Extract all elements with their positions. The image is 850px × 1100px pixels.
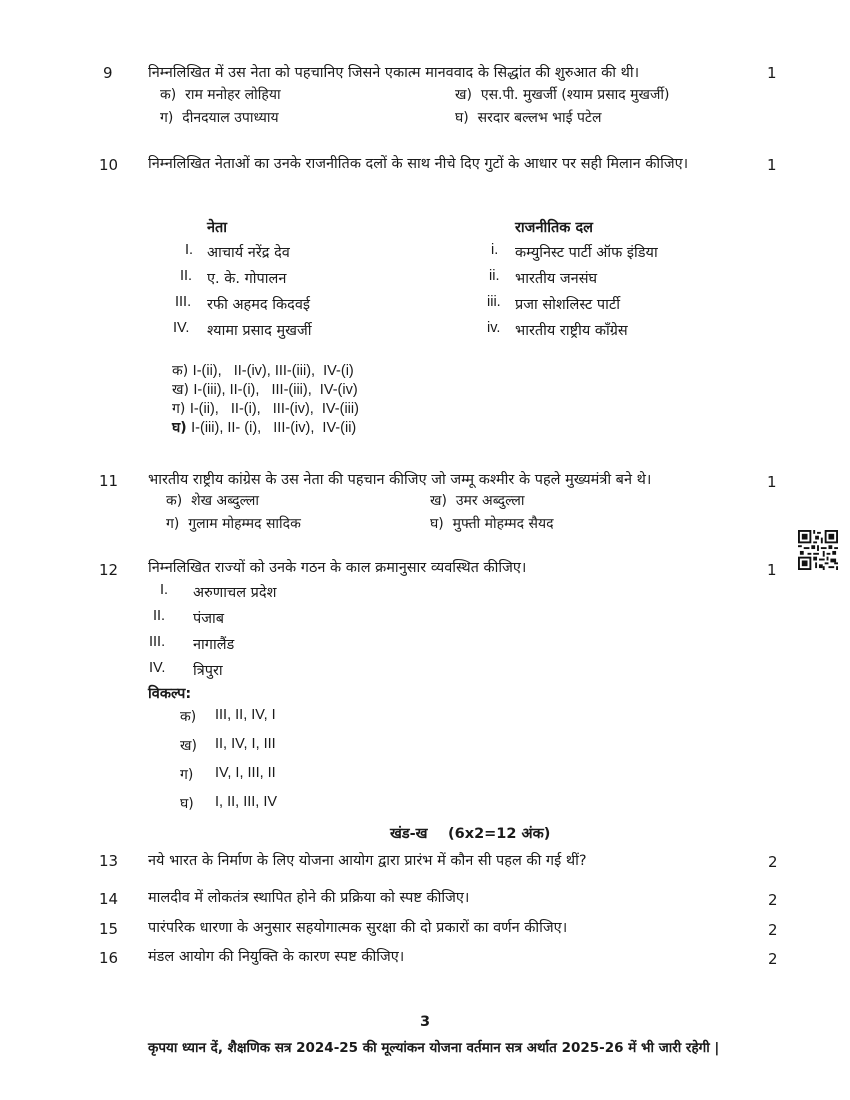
q10-marks: 1 — [767, 156, 777, 174]
q12-option-text-d: I, II, III, IV — [215, 794, 278, 810]
section-marks: (6x2=12 अंक) — [448, 826, 551, 842]
option-label: घ) — [455, 110, 469, 126]
leader-num: II. — [180, 268, 193, 284]
q11-option-c — [166, 514, 301, 533]
option-text: दीनदयाल उपाध्याय — [182, 110, 279, 126]
q9-text: निम्नलिखित में उस नेता को पहचानिए जिसने एकात्म मानववाद के सिद्धांत की शुरुआत की थी। — [148, 65, 640, 81]
state-name: अरुणाचल प्रदेश — [193, 585, 277, 601]
q9-option-d — [455, 108, 601, 127]
leader-name: आचार्य नरेंद्र देव — [207, 245, 290, 261]
option-label: ख) — [455, 87, 472, 103]
state-name: त्रिपुरा — [193, 663, 223, 679]
q10-option-a — [172, 361, 354, 380]
party-num: iv. — [487, 320, 501, 336]
q10-option-d — [172, 418, 356, 437]
option-label: ग) — [172, 401, 186, 417]
q15-marks: 2 — [768, 921, 778, 939]
party-name: प्रजा सोशलिस्ट पार्टी — [515, 297, 620, 313]
q14-marks: 2 — [768, 891, 778, 909]
choices-label: विकल्प: — [148, 686, 192, 702]
q12-marks: 1 — [767, 561, 777, 579]
q12-option-text-c: IV, I, III, II — [215, 765, 276, 781]
section-title: खंड-ख — [390, 826, 428, 842]
option-text: शेख अब्दुल्ला — [191, 493, 260, 509]
q9-option-c — [160, 108, 279, 127]
leader-name: श्यामा प्रसाद मुखर्जी — [207, 323, 312, 339]
q9-marks: 1 — [767, 64, 777, 82]
q9-option-b — [455, 85, 669, 104]
state-num: I. — [160, 582, 169, 598]
q12-number: 12 — [99, 561, 119, 579]
q10-option-c — [172, 399, 359, 418]
qr-code-icon — [798, 530, 838, 570]
q11-text: भारतीय राष्ट्रीय कांग्रेस के उस नेता की पहचान कीजिए जो जम्मू कश्मीर के पहले मुख्यमंत्री बने थे। — [148, 472, 652, 488]
leader-num: I. — [185, 242, 194, 258]
q11-option-d — [430, 514, 554, 533]
option-label: घ) — [430, 516, 444, 532]
q13-text: नये भारत के निर्माण के लिए योजना आयोग द्वारा प्रारंभ में कौन सी पहल की गई थीं? — [148, 853, 587, 869]
page-number: 3 — [420, 1014, 431, 1030]
option-label: ख) — [430, 493, 447, 509]
q11-option-a — [166, 491, 259, 510]
footer-note: कृपया ध्यान दें, शैक्षणिक सत्र 2024-25 की मूल्यांकन योजना वर्तमान सत्र अर्थात 2025-26 में भी जारी रहेगी | — [148, 1040, 720, 1056]
q9-number: 9 — [103, 64, 113, 82]
option-text: गुलाम मोहम्मद सादिक — [188, 516, 301, 532]
state-num: II. — [153, 608, 166, 624]
state-num: IV. — [149, 660, 166, 676]
party-num: ii. — [489, 268, 500, 284]
q14-number: 14 — [99, 890, 119, 908]
leader-name: ए. के. गोपालन — [207, 271, 287, 287]
q11-number: 11 — [99, 472, 119, 490]
option-text: राम मनोहर लोहिया — [185, 87, 281, 103]
option-text: I-(iii), II- (i), III-(iv), IV-(ii) — [191, 420, 357, 436]
q12-option-label-c: ग) — [180, 767, 194, 783]
q16-text: मंडल आयोग की नियुक्ति के कारण स्पष्ट कीजिए। — [148, 949, 405, 965]
q13-marks: 2 — [768, 853, 778, 871]
q12-text: निम्नलिखित राज्यों को उनके गठन के काल क्रमानुसार व्यवस्थित कीजिए। — [148, 560, 527, 576]
option-text: एस.पी. मुखर्जी (श्याम प्रसाद मुखर्जी) — [480, 87, 670, 103]
option-label: क) — [166, 493, 183, 509]
state-num: III. — [149, 634, 166, 650]
q14-text: मालदीव में लोकतंत्र स्थापित होने की प्रक्रिया को स्पष्ट कीजिए। — [148, 890, 470, 906]
state-name: पंजाब — [193, 611, 225, 627]
q12-option-text-a: III, II, IV, I — [215, 707, 276, 723]
option-text: I-(ii), II-(iv), III-(iii), IV-(i) — [192, 363, 354, 379]
parties-column-header: राजनीतिक दल — [515, 220, 593, 236]
option-label: घ) — [172, 420, 187, 436]
q11-option-b — [430, 491, 525, 510]
party-num: iii. — [487, 294, 501, 310]
q9-option-a — [160, 85, 281, 104]
option-text: सरदार बल्लभ भाई पटेल — [477, 110, 602, 126]
option-label: ख) — [172, 382, 189, 398]
q11-marks: 1 — [767, 473, 777, 491]
q12-option-label-a: क) — [180, 709, 197, 725]
leader-num: IV. — [173, 320, 190, 336]
option-text: उमर अब्दुल्ला — [455, 493, 525, 509]
party-name: भारतीय जनसंघ — [515, 271, 598, 287]
option-label: ग) — [160, 110, 174, 126]
q12-option-label-b: ख) — [180, 738, 197, 754]
option-text: मुफ्ती मोहम्मद सैयद — [452, 516, 554, 532]
option-label: ग) — [166, 516, 180, 532]
q10-number: 10 — [99, 156, 119, 174]
state-name: नागालैंड — [193, 637, 235, 653]
option-text: I-(iii), II-(i), III-(iii), IV-(iv) — [193, 382, 358, 398]
option-text: I-(ii), II-(i), III-(iv), IV-(iii) — [189, 401, 359, 417]
q16-number: 16 — [99, 949, 119, 967]
leader-num: III. — [175, 294, 192, 310]
q13-number: 13 — [99, 852, 119, 870]
q10-text: निम्नलिखित नेताओं का उनके राजनीतिक दलों के साथ नीचे दिए गुटों के आधार पर सही मिलान कीजिए। — [148, 156, 689, 172]
q12-option-text-b: II, IV, I, III — [215, 736, 276, 752]
party-num: i. — [491, 242, 499, 258]
q15-number: 15 — [99, 920, 119, 938]
leaders-column-header: नेता — [207, 220, 228, 236]
q15-text: पारंपरिक धारणा के अनुसार सहयोगात्मक सुरक्षा की दो प्रकारों का वर्णन कीजिए। — [148, 920, 568, 936]
option-label: क) — [160, 87, 177, 103]
q10-option-b — [172, 380, 358, 399]
party-name: भारतीय राष्ट्रीय कॉंग्रेस — [515, 323, 628, 339]
leader-name: रफी अहमद किदवई — [207, 297, 311, 313]
q16-marks: 2 — [768, 950, 778, 968]
party-name: कम्युनिस्ट पार्टी ऑफ इंडिया — [515, 245, 658, 261]
option-label: क) — [172, 363, 189, 379]
q12-option-label-d: घ) — [180, 796, 194, 812]
